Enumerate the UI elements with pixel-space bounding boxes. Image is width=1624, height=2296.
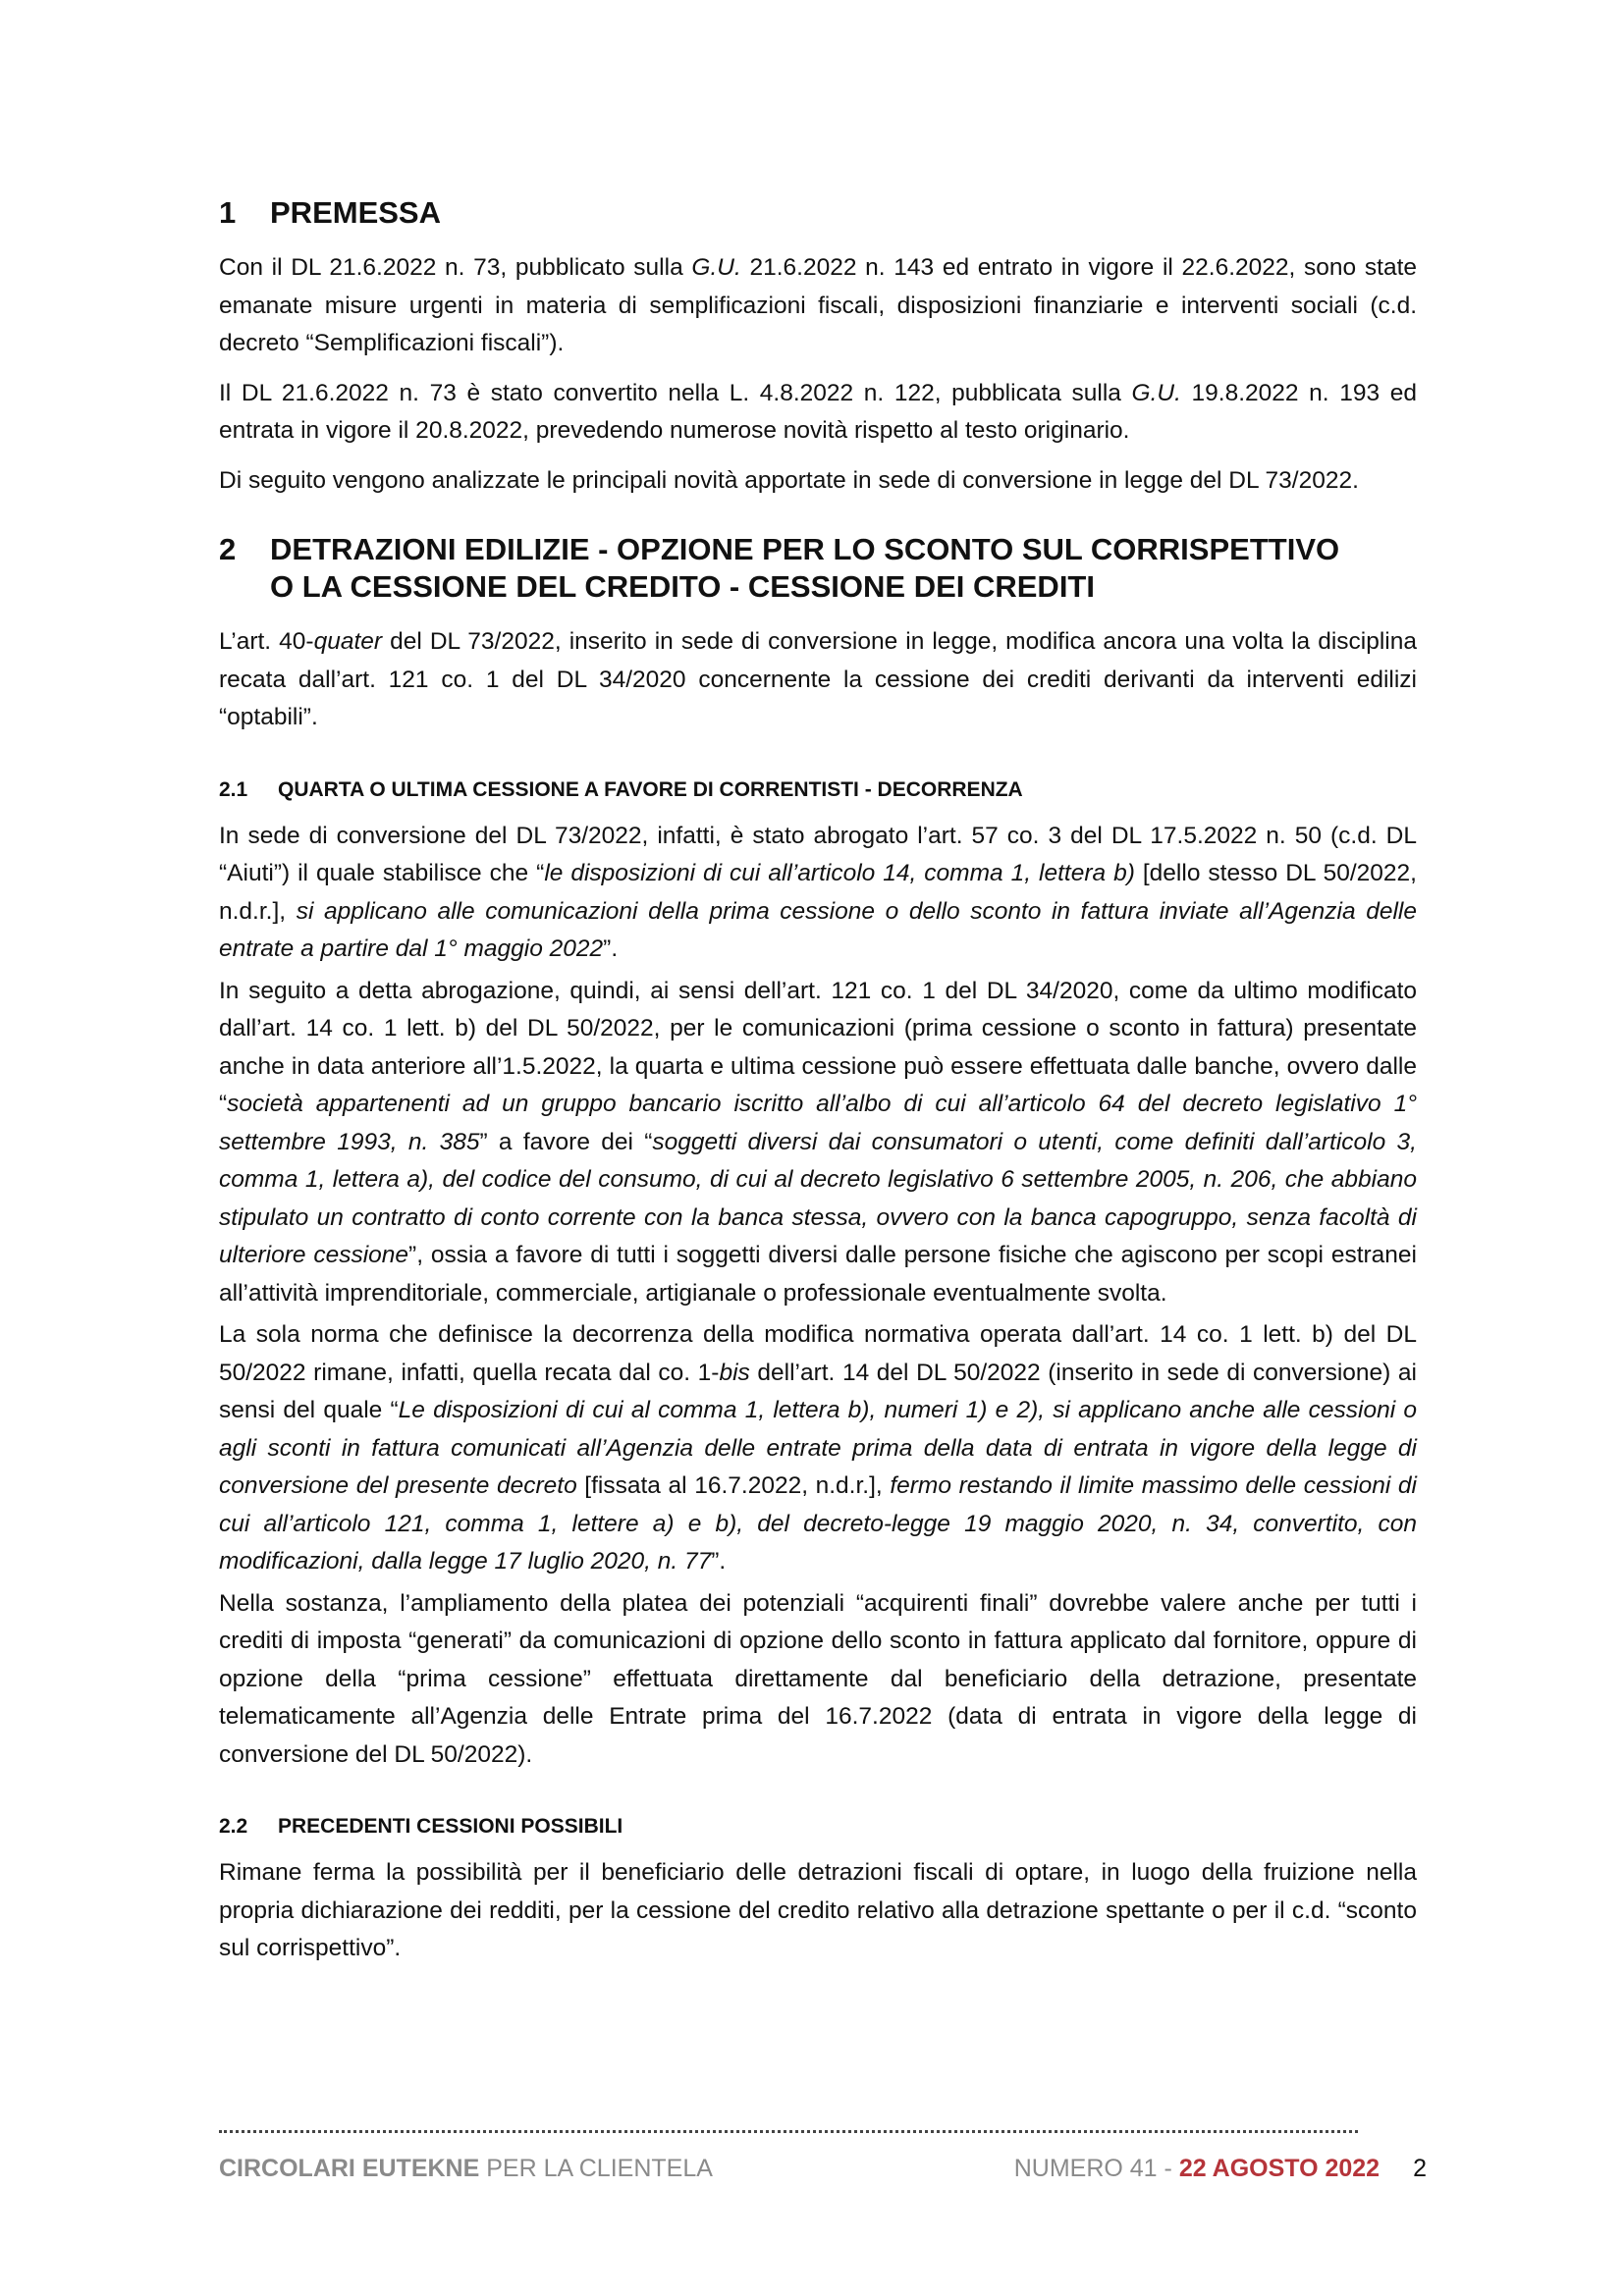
paragraph: Il DL 21.6.2022 n. 73 è stato convertito nella L. 4.8.2022 n. 122, pubblicata sulla G.U. 19.8.2022 n. 193 ed entrata in vigore il 20.8.2022, prevedendo numerose novità rispetto al testo originario.	[219, 379, 1417, 444]
paragraph: L’art. 40-quater del DL 73/2022, inserito in sede di conversione in legge, modifica ancora una volta la disciplina recata dall’art. 121 co. 1 del DL 34/2020 concernente la cessione dei crediti derivanti da interventi edilizi “optabili”.	[219, 628, 1417, 730]
subsection-number: 2.2	[219, 1815, 248, 1838]
subsection-title: PRECEDENTI CESSIONI POSSIBILI	[278, 1815, 623, 1838]
subsection-heading	[219, 776, 1417, 804]
section-heading	[219, 531, 1417, 606]
page-number: 2	[1413, 2155, 1427, 2182]
section-heading	[219, 194, 1417, 232]
paragraph: La sola norma che definisce la decorrenza della modifica normativa operata dall’art. 14 co. 1 lett. b) del DL 50/2022 rimane, infatti, quella recata dal co. 1-bis dell’art. 14 del DL 50/2022 (inserito in sede di conversione) ai sensi del quale “Le disposizioni di cui al comma 1, lettera b), numeri 1) e 2), si applicano anche alle cessioni o agli sconti in fattura comunicati all’Agenzia delle entrate prima della data di entrata in vigore della legge di conversione del presente decreto [fissata al 16.7.2022, n.d.r.], fermo restando il limite massimo delle cessioni di cui all’articolo 121, comma 1, lettere a) e b), del decreto-legge 19 maggio 2020, n. 34, convertito, con modificazioni, dalla legge 17 luglio 2020, n. 77”.	[219, 1321, 1417, 1575]
page-footer	[219, 2155, 1427, 2183]
paragraph: In sede di conversione del DL 73/2022, infatti, è stato abrogato l’art. 57 co. 3 del DL 17.5.2022 n. 50 (c.d. DL “Aiuti”) il quale stabilisce che “le disposizioni di cui all’articolo 14, comma 1, lettera b) [dello stesso DL 50/2022, n.d.r.], si applicano alle comunicazioni della prima cessione o dello sconto in fattura inviate all’Agenzia delle entrate a partire dal 1° maggio 2022”.	[219, 822, 1417, 962]
paragraph: Nella sostanza, l’ampliamento della platea dei potenziali “acquirenti finali” dovrebbe valere anche per tutti i crediti di imposta “generati” da comunicazioni di opzione dello sconto in fattura applicato dal fornitore, oppure di opzione della “prima cessione” effettuata direttamente dal beneficiario della detrazione, presentate telematicamente all’Agenzia delle Entrate prima del 16.7.2022 (data di entrata in vigore della legge di conversione del DL 50/2022).	[219, 1589, 1417, 1768]
subsection-number: 2.1	[219, 777, 248, 801]
section-title: DETRAZIONI EDILIZIE - OPZIONE PER LO SCONTO SUL CORRISPETTIVO O LA CESSIONE DEL CREDITO - CESSIONE DEI CREDITI	[270, 532, 1340, 604]
section-number: 1	[219, 195, 237, 230]
paragraph: Di seguito vengono analizzate le principali novità apportate in sede di conversione in legge del DL 73/2022.	[219, 466, 1359, 494]
document-body	[219, 194, 1417, 1980]
footer-brand: CIRCOLARI EUTEKNE PER LA CLIENTELA	[219, 2155, 713, 2182]
footer-divider	[219, 2130, 1358, 2133]
subsection-title: QUARTA O ULTIMA CESSIONE A FAVORE DI CORRENTISTI - DECORRENZA	[278, 777, 1023, 801]
footer-issue: NUMERO 41 - 22 AGOSTO 2022	[1013, 2155, 1380, 2182]
section-title: PREMESSA	[270, 195, 441, 230]
paragraph: Con il DL 21.6.2022 n. 73, pubblicato sulla G.U. 21.6.2022 n. 143 ed entrato in vigore il 22.6.2022, sono state emanate misure urgenti in materia di semplificazioni fiscali, disposizioni finanziarie e interventi sociali (c.d. decreto “Semplificazioni fiscali”).	[219, 254, 1417, 356]
section-number: 2	[219, 532, 237, 566]
paragraph: In seguito a detta abrogazione, quindi, ai sensi dell’art. 121 co. 1 del DL 34/2020, come da ultimo modificato dall’art. 14 co. 1 lett. b) del DL 50/2022, per le comunicazioni (prima cessione o sconto in fattura) presentate anche in data anteriore all’1.5.2022, la quarta e ultima cessione può essere effettuata dalle banche, ovvero dalle “società appartenenti ad un gruppo bancario iscritto all’albo di cui all’articolo 64 del decreto legislativo 1° settembre 1993, n. 385” a favore dei “soggetti diversi dai consumatori o utenti, come definiti dall’articolo 3, comma 1, lettera a), del codice del consumo, di cui al decreto legislativo 6 settembre 2005, n. 206, che abbiano stipulato un contratto di conto corrente con la banca stessa, ovvero con la banca capogruppo, senza facoltà di ulteriore cessione”, ossia a favore di tutti i soggetti diversi dalle persone fisiche che agiscono per scopi estranei all’attività imprenditoriale, commerciale, artigianale o professionale eventualmente svolta.	[219, 977, 1417, 1307]
subsection-heading	[219, 1813, 1417, 1841]
paragraph: Rimane ferma la possibilità per il beneficiario delle detrazioni fiscali di optare, in luogo della fruizione nella propria dichiarazione dei redditi, per la cessione del credito relativo alla detrazione spettante o per il c.d. “sconto sul corrispettivo”.	[219, 1859, 1417, 1961]
